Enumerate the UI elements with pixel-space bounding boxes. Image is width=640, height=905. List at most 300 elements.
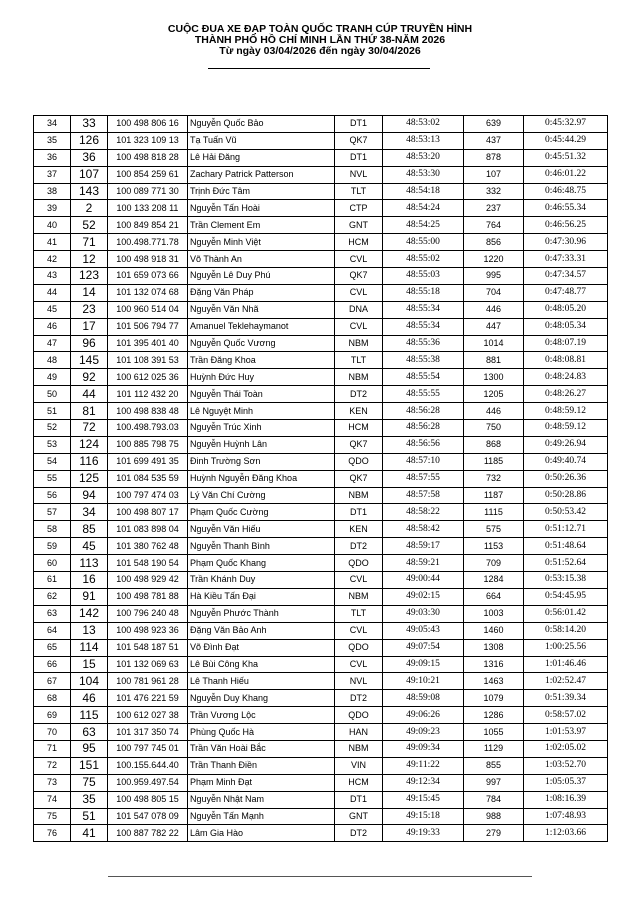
team-cell: TLT <box>335 183 383 200</box>
bib-cell: 36 <box>71 149 108 166</box>
rider-name-cell: Nguyễn Quốc Vương <box>188 335 335 352</box>
team-cell: QDO <box>335 639 383 656</box>
rank-cell: 45 <box>34 301 71 318</box>
bib-cell: 23 <box>71 301 108 318</box>
team-cell: NVL <box>335 673 383 690</box>
gap-cell: 0:46:55.34 <box>524 200 608 217</box>
table-row <box>34 690 608 707</box>
gap-cell: 0:45:32.97 <box>524 116 608 133</box>
uci-id-cell: 100 854 259 61 <box>108 166 188 183</box>
rank-cell: 35 <box>34 132 71 149</box>
rank-cell: 48 <box>34 352 71 369</box>
gap-cell: 0:50:53.42 <box>524 504 608 521</box>
bib-cell: 46 <box>71 690 108 707</box>
time-cell: 49:15:45 <box>383 791 464 808</box>
time-cell: 49:11:22 <box>383 757 464 774</box>
time-cell: 48:55:00 <box>383 234 464 251</box>
bib-cell: 123 <box>71 268 108 285</box>
uci-id-cell: 100 133 208 11 <box>108 200 188 217</box>
table-row <box>34 605 608 622</box>
gap-cell: 0:46:01.22 <box>524 166 608 183</box>
time-cell: 49:12:34 <box>383 774 464 791</box>
points-cell: 279 <box>464 825 524 842</box>
table-row <box>34 487 608 504</box>
header-divider <box>208 68 430 69</box>
header-date-range: Từ ngày 03/04/2026 đến ngày 30/04/2026 <box>219 45 421 57</box>
gap-cell: 0:45:44.29 <box>524 132 608 149</box>
rank-cell: 61 <box>34 572 71 589</box>
gap-cell: 1:00:25.56 <box>524 639 608 656</box>
time-cell: 48:56:28 <box>383 403 464 420</box>
rank-cell: 72 <box>34 757 71 774</box>
team-cell: QK7 <box>335 132 383 149</box>
uci-id-cell: 100 885 798 75 <box>108 436 188 453</box>
time-cell: 48:55:03 <box>383 268 464 285</box>
rider-name-cell: Võ Đình Đạt <box>188 639 335 656</box>
bib-cell: 124 <box>71 436 108 453</box>
uci-id-cell: 100 498 805 15 <box>108 791 188 808</box>
rank-cell: 55 <box>34 470 71 487</box>
gap-cell: 0:48:05.34 <box>524 318 608 335</box>
time-cell: 48:57:58 <box>383 487 464 504</box>
rank-cell: 44 <box>34 284 71 301</box>
rider-name-cell: Trịnh Đức Tâm <box>188 183 335 200</box>
points-cell: 1055 <box>464 724 524 741</box>
gap-cell: 0:48:07.19 <box>524 335 608 352</box>
time-cell: 48:53:02 <box>383 116 464 133</box>
table-row <box>34 504 608 521</box>
table-row <box>34 453 608 470</box>
rank-cell: 57 <box>34 504 71 521</box>
team-cell: QK7 <box>335 470 383 487</box>
table-row <box>34 808 608 825</box>
uci-id-cell: 100 612 025 36 <box>108 369 188 386</box>
rider-name-cell: Lê Nguyệt Minh <box>188 403 335 420</box>
table-row <box>34 470 608 487</box>
rider-name-cell: Nguyễn Duy Khang <box>188 690 335 707</box>
rider-name-cell: Trần Đăng Khoa <box>188 352 335 369</box>
points-cell: 988 <box>464 808 524 825</box>
table-row <box>34 335 608 352</box>
time-cell: 48:56:56 <box>383 436 464 453</box>
table-row <box>34 149 608 166</box>
rank-cell: 52 <box>34 420 71 437</box>
gap-cell: 0:48:59.12 <box>524 420 608 437</box>
document-header <box>0 24 640 57</box>
points-cell: 1300 <box>464 369 524 386</box>
gap-cell: 0:47:33.31 <box>524 251 608 268</box>
gap-cell: 1:07:48.93 <box>524 808 608 825</box>
time-cell: 49:10:21 <box>383 673 464 690</box>
time-cell: 48:55:38 <box>383 352 464 369</box>
rider-name-cell: Đinh Trường Sơn <box>188 453 335 470</box>
time-cell: 48:55:34 <box>383 301 464 318</box>
points-cell: 732 <box>464 470 524 487</box>
points-cell: 997 <box>464 774 524 791</box>
team-cell: QDO <box>335 707 383 724</box>
gap-cell: 0:46:48.75 <box>524 183 608 200</box>
header-title-line2: THÀNH PHỐ HỒ CHÍ MINH LẦN THỨ 38-NĂM 2026 <box>194 34 446 46</box>
table-row <box>34 217 608 234</box>
table-row <box>34 521 608 538</box>
rider-name-cell: Nguyễn Thanh Bình <box>188 538 335 555</box>
uci-id-cell: 101 548 187 51 <box>108 639 188 656</box>
uci-id-cell: 100 797 474 03 <box>108 487 188 504</box>
rank-cell: 65 <box>34 639 71 656</box>
bib-cell: 96 <box>71 335 108 352</box>
points-cell: 1286 <box>464 707 524 724</box>
team-cell: DT1 <box>335 791 383 808</box>
gap-cell: 0:47:48.77 <box>524 284 608 301</box>
rank-cell: 70 <box>34 724 71 741</box>
table-row <box>34 251 608 268</box>
uci-id-cell: 100 498 781 88 <box>108 588 188 605</box>
points-cell: 1153 <box>464 538 524 555</box>
rank-cell: 58 <box>34 521 71 538</box>
points-cell: 1115 <box>464 504 524 521</box>
team-cell: TLT <box>335 605 383 622</box>
gap-cell: 0:53:15.38 <box>524 572 608 589</box>
rank-cell: 54 <box>34 453 71 470</box>
table-row <box>34 555 608 572</box>
uci-id-cell: 101 132 074 68 <box>108 284 188 301</box>
rank-cell: 56 <box>34 487 71 504</box>
rider-name-cell: Trần Clement Em <box>188 217 335 234</box>
rider-name-cell: Tạ Tuấn Vũ <box>188 132 335 149</box>
time-cell: 48:55:02 <box>383 251 464 268</box>
time-cell: 48:53:30 <box>383 166 464 183</box>
bib-cell: 75 <box>71 774 108 791</box>
gap-cell: 1:01:46.46 <box>524 656 608 673</box>
team-cell: DT1 <box>335 116 383 133</box>
points-cell: 704 <box>464 284 524 301</box>
rank-cell: 49 <box>34 369 71 386</box>
time-cell: 49:19:33 <box>383 825 464 842</box>
bib-cell: 52 <box>71 217 108 234</box>
points-cell: 856 <box>464 234 524 251</box>
uci-id-cell: 101 112 432 20 <box>108 386 188 403</box>
table-row <box>34 234 608 251</box>
rider-name-cell: Zachary Patrick Patterson <box>188 166 335 183</box>
team-cell: KEN <box>335 403 383 420</box>
table-row <box>34 757 608 774</box>
team-cell: GNT <box>335 217 383 234</box>
rank-cell: 47 <box>34 335 71 352</box>
rank-cell: 50 <box>34 386 71 403</box>
time-cell: 49:06:26 <box>383 707 464 724</box>
bib-cell: 12 <box>71 251 108 268</box>
gap-cell: 0:51:39.34 <box>524 690 608 707</box>
time-cell: 48:54:18 <box>383 183 464 200</box>
rank-cell: 59 <box>34 538 71 555</box>
uci-id-cell: 100 498 806 16 <box>108 116 188 133</box>
time-cell: 48:58:22 <box>383 504 464 521</box>
gap-cell: 0:49:26.94 <box>524 436 608 453</box>
team-cell: HCM <box>335 774 383 791</box>
rank-cell: 46 <box>34 318 71 335</box>
time-cell: 48:55:54 <box>383 369 464 386</box>
gap-cell: 0:45:51.32 <box>524 149 608 166</box>
time-cell: 49:02:15 <box>383 588 464 605</box>
team-cell: KEN <box>335 521 383 538</box>
gap-cell: 1:02:05.02 <box>524 740 608 757</box>
bib-cell: 44 <box>71 386 108 403</box>
gap-cell: 0:48:08.81 <box>524 352 608 369</box>
points-cell: 1220 <box>464 251 524 268</box>
table-row <box>34 639 608 656</box>
time-cell: 49:00:44 <box>383 572 464 589</box>
table-row <box>34 301 608 318</box>
bib-cell: 63 <box>71 724 108 741</box>
bib-cell: 15 <box>71 656 108 673</box>
bib-cell: 35 <box>71 791 108 808</box>
team-cell: QK7 <box>335 268 383 285</box>
footer-divider <box>108 876 532 877</box>
team-cell: CVL <box>335 284 383 301</box>
points-cell: 237 <box>464 200 524 217</box>
rank-cell: 36 <box>34 149 71 166</box>
table-row <box>34 622 608 639</box>
gap-cell: 0:50:28.86 <box>524 487 608 504</box>
points-cell: 664 <box>464 588 524 605</box>
team-cell: QDO <box>335 453 383 470</box>
rider-name-cell: Nguyễn Minh Việt <box>188 234 335 251</box>
time-cell: 49:09:34 <box>383 740 464 757</box>
points-cell: 437 <box>464 132 524 149</box>
uci-id-cell: 100 498 923 36 <box>108 622 188 639</box>
time-cell: 48:59:17 <box>383 538 464 555</box>
bib-cell: 85 <box>71 521 108 538</box>
uci-id-cell: 101 506 794 77 <box>108 318 188 335</box>
bib-cell: 45 <box>71 538 108 555</box>
rank-cell: 68 <box>34 690 71 707</box>
table-row <box>34 673 608 690</box>
table-row <box>34 284 608 301</box>
team-cell: TLT <box>335 352 383 369</box>
points-cell: 1463 <box>464 673 524 690</box>
uci-id-cell: 100 498 818 28 <box>108 149 188 166</box>
rank-cell: 41 <box>34 234 71 251</box>
rider-name-cell: Đặng Văn Bảo Anh <box>188 622 335 639</box>
rider-name-cell: Lâm Gia Hào <box>188 825 335 842</box>
team-cell: DT2 <box>335 690 383 707</box>
points-cell: 1079 <box>464 690 524 707</box>
team-cell: DT2 <box>335 386 383 403</box>
uci-id-cell: 101 395 401 40 <box>108 335 188 352</box>
team-cell: CVL <box>335 251 383 268</box>
time-cell: 48:55:18 <box>383 284 464 301</box>
team-cell: CVL <box>335 318 383 335</box>
points-cell: 1187 <box>464 487 524 504</box>
bib-cell: 16 <box>71 572 108 589</box>
rank-cell: 67 <box>34 673 71 690</box>
table-row <box>34 352 608 369</box>
gap-cell: 0:48:05.20 <box>524 301 608 318</box>
uci-id-cell: 100 797 745 01 <box>108 740 188 757</box>
rank-cell: 69 <box>34 707 71 724</box>
team-cell: NVL <box>335 166 383 183</box>
points-cell: 575 <box>464 521 524 538</box>
bib-cell: 116 <box>71 453 108 470</box>
time-cell: 48:57:10 <box>383 453 464 470</box>
points-cell: 995 <box>464 268 524 285</box>
points-cell: 881 <box>464 352 524 369</box>
rank-cell: 63 <box>34 605 71 622</box>
rank-cell: 37 <box>34 166 71 183</box>
uci-id-cell: 101 317 350 74 <box>108 724 188 741</box>
rider-name-cell: Nguyễn Lê Duy Phú <box>188 268 335 285</box>
gap-cell: 0:58:57.02 <box>524 707 608 724</box>
points-cell: 750 <box>464 420 524 437</box>
bib-cell: 92 <box>71 369 108 386</box>
rank-cell: 60 <box>34 555 71 572</box>
team-cell: QK7 <box>335 436 383 453</box>
uci-id-cell: 100 089 771 30 <box>108 183 188 200</box>
points-cell: 868 <box>464 436 524 453</box>
table-row <box>34 183 608 200</box>
team-cell: VIN <box>335 757 383 774</box>
bib-cell: 113 <box>71 555 108 572</box>
uci-id-cell: 101 380 762 48 <box>108 538 188 555</box>
team-cell: GNT <box>335 808 383 825</box>
uci-id-cell: 100 849 854 21 <box>108 217 188 234</box>
rider-name-cell: Lê Hải Đăng <box>188 149 335 166</box>
rider-name-cell: Phạm Quốc Cường <box>188 504 335 521</box>
rider-name-cell: Phạm Minh Đạt <box>188 774 335 791</box>
header-title-line1: CUỘC ĐUA XE ĐẠP TOÀN QUỐC TRANH CÚP TRUYỀN HÌNH <box>167 23 473 35</box>
rider-name-cell: Lê Bùi Công Kha <box>188 656 335 673</box>
uci-id-cell: 100 796 240 48 <box>108 605 188 622</box>
team-cell: CVL <box>335 656 383 673</box>
uci-id-cell: 100 498 929 42 <box>108 572 188 589</box>
time-cell: 48:55:36 <box>383 335 464 352</box>
points-cell: 1308 <box>464 639 524 656</box>
time-cell: 48:55:34 <box>383 318 464 335</box>
table-row <box>34 132 608 149</box>
time-cell: 48:54:25 <box>383 217 464 234</box>
rider-name-cell: Trần Thanh Điền <box>188 757 335 774</box>
results-table-body <box>34 116 608 842</box>
rider-name-cell: Nguyễn Huỳnh Lân <box>188 436 335 453</box>
team-cell: DNA <box>335 301 383 318</box>
uci-id-cell: 100.155.644.40 <box>108 757 188 774</box>
time-cell: 48:59:08 <box>383 690 464 707</box>
rider-name-cell: Huỳnh Nguyễn Đăng Khoa <box>188 470 335 487</box>
rank-cell: 75 <box>34 808 71 825</box>
time-cell: 49:05:43 <box>383 622 464 639</box>
points-cell: 1460 <box>464 622 524 639</box>
uci-id-cell: 100 498 807 17 <box>108 504 188 521</box>
bib-cell: 17 <box>71 318 108 335</box>
points-cell: 446 <box>464 301 524 318</box>
time-cell: 48:54:24 <box>383 200 464 217</box>
rider-name-cell: Hà Kiều Tấn Đại <box>188 588 335 605</box>
rank-cell: 53 <box>34 436 71 453</box>
rank-cell: 74 <box>34 791 71 808</box>
uci-id-cell: 100 960 514 04 <box>108 301 188 318</box>
gap-cell: 0:47:30.96 <box>524 234 608 251</box>
table-row <box>34 200 608 217</box>
uci-id-cell: 100.498.771.78 <box>108 234 188 251</box>
team-cell: NBM <box>335 335 383 352</box>
gap-cell: 1:12:03.66 <box>524 825 608 842</box>
gap-cell: 1:03:52.70 <box>524 757 608 774</box>
time-cell: 48:57:55 <box>383 470 464 487</box>
rider-name-cell: Phạm Quốc Khang <box>188 555 335 572</box>
table-row <box>34 538 608 555</box>
bib-cell: 95 <box>71 740 108 757</box>
gap-cell: 0:49:40.74 <box>524 453 608 470</box>
uci-id-cell: 100 498 918 31 <box>108 251 188 268</box>
bib-cell: 114 <box>71 639 108 656</box>
gap-cell: 0:46:56.25 <box>524 217 608 234</box>
bib-cell: 14 <box>71 284 108 301</box>
gap-cell: 0:48:24.83 <box>524 369 608 386</box>
bib-cell: 41 <box>71 825 108 842</box>
uci-id-cell: 100 781 961 28 <box>108 673 188 690</box>
bib-cell: 142 <box>71 605 108 622</box>
gap-cell: 1:05:05.37 <box>524 774 608 791</box>
uci-id-cell: 101 084 535 59 <box>108 470 188 487</box>
points-cell: 764 <box>464 217 524 234</box>
bib-cell: 125 <box>71 470 108 487</box>
time-cell: 49:15:18 <box>383 808 464 825</box>
team-cell: DT2 <box>335 825 383 842</box>
time-cell: 48:56:28 <box>383 420 464 437</box>
bib-cell: 151 <box>71 757 108 774</box>
team-cell: HCM <box>335 420 383 437</box>
time-cell: 48:53:20 <box>383 149 464 166</box>
team-cell: NBM <box>335 369 383 386</box>
gap-cell: 0:58:14.20 <box>524 622 608 639</box>
gap-cell: 0:48:59.12 <box>524 403 608 420</box>
rank-cell: 38 <box>34 183 71 200</box>
points-cell: 878 <box>464 149 524 166</box>
uci-id-cell: 101 108 391 53 <box>108 352 188 369</box>
bib-cell: 34 <box>71 504 108 521</box>
rider-name-cell: Trần Vương Lộc <box>188 707 335 724</box>
rank-cell: 39 <box>34 200 71 217</box>
uci-id-cell: 101 083 898 04 <box>108 521 188 538</box>
rider-name-cell: Nguyễn Quốc Bảo <box>188 116 335 133</box>
uci-id-cell: 101 547 078 09 <box>108 808 188 825</box>
bib-cell: 94 <box>71 487 108 504</box>
bib-cell: 71 <box>71 234 108 251</box>
team-cell: DT1 <box>335 149 383 166</box>
bib-cell: 107 <box>71 166 108 183</box>
table-row <box>34 166 608 183</box>
gap-cell: 1:01:53.97 <box>524 724 608 741</box>
table-row <box>34 791 608 808</box>
rider-name-cell: Nguyễn Nhật Nam <box>188 791 335 808</box>
team-cell: NBM <box>335 487 383 504</box>
gap-cell: 0:50:26.36 <box>524 470 608 487</box>
team-cell: DT2 <box>335 538 383 555</box>
table-row <box>34 740 608 757</box>
bib-cell: 13 <box>71 622 108 639</box>
rider-name-cell: Đặng Văn Pháp <box>188 284 335 301</box>
rank-cell: 51 <box>34 403 71 420</box>
uci-id-cell: 101 323 109 13 <box>108 132 188 149</box>
rider-name-cell: Nguyễn Trúc Xinh <box>188 420 335 437</box>
time-cell: 48:53:13 <box>383 132 464 149</box>
team-cell: HAN <box>335 724 383 741</box>
rank-cell: 34 <box>34 116 71 133</box>
bib-cell: 72 <box>71 420 108 437</box>
uci-id-cell: 101 659 073 66 <box>108 268 188 285</box>
rider-name-cell: Trần Khánh Duy <box>188 572 335 589</box>
bib-cell: 104 <box>71 673 108 690</box>
